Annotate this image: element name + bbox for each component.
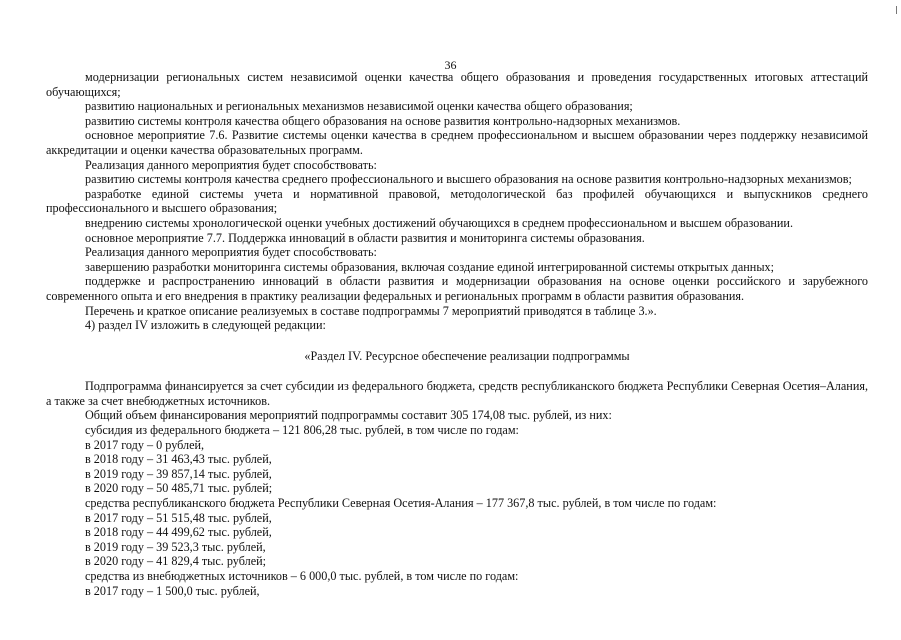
paragraph: разработке единой системы учета и нормативной правовой, методологической баз профилей обучающихся и выпускников среднего профессионального и высшего образования; [46, 186, 868, 216]
paragraph: Реализация данного мероприятия будет способствовать: [85, 157, 377, 172]
finance-line: в 2020 году – 41 829,4 тыс. рублей; [85, 554, 267, 569]
finance-line: в 2018 году – 44 499,62 тыс. рублей, [85, 525, 272, 540]
paragraph: развитию национальных и региональных механизмов независимой оценки качества общего образования; [85, 99, 633, 114]
paragraph: завершению разработки мониторинга системы образования, включая создание единой интегрированной системы открытых данных; [85, 259, 774, 274]
paragraph: Перечень и краткое описание реализуемых в составе подпрограммы 7 мероприятий приводятся в таблице 3.». [85, 303, 657, 318]
page-edge-mark [896, 6, 897, 14]
finance-line: средства из внебюджетных источников – 6 000,0 тыс. рублей, в том числе по годам: [85, 569, 519, 583]
paragraph: основное мероприятие 7.7. Поддержка инноваций в области развития и мониторинга системы образования. [85, 230, 645, 245]
document-body [46, 70, 868, 598]
finance-line: в 2020 году – 50 485,71 тыс. рублей; [85, 481, 273, 496]
paragraph: Реализация данного мероприятия будет способствовать: [85, 245, 377, 260]
finance-line: субсидия из федерального бюджета – 121 806,28 тыс. рублей, в том числе по годам: [85, 423, 519, 438]
paragraph: модернизации региональных систем независимой оценки качества общего образования и проведения государственных итоговых аттестаций обучающихся; [46, 70, 868, 99]
finance-line: Общий объем финансирования мероприятий подпрограммы составит 305 174,08 тыс. рублей, из них: [85, 408, 612, 423]
finance-line: средства республиканского бюджета Республики Северная Осетия-Алания – 177 367,8 тыс. рублей, в том числе по годам: [85, 496, 717, 511]
finance-line: в 2017 году – 51 515,48 тыс. рублей, [85, 510, 272, 525]
paragraph: основное мероприятие 7.6. Развитие системы оценки качества в среднем профессиональном и высшем образовании через поддержку независимой аккредитации и оценки качества образовательных программ. [46, 128, 868, 157]
finance-line: в 2019 году – 39 857,14 тыс. рублей, [85, 466, 272, 481]
paragraph: внедрению системы хронологической оценки учебных достижений обучающихся в среднем профессиональном и высшем образовании. [85, 215, 793, 230]
intro-paragraph: Подпрограмма финансируется за счет субсидии из федерального бюджета, средств республиканского бюджета Республики Северная Осетия–Алания, а также за счет внебюджетных источников. [46, 379, 868, 408]
paragraph: развитию системы контроля качества среднего профессионального и высшего образования на основе развития контрольно-надзорных механизмов; [85, 172, 852, 187]
finance-line: в 2019 году – 39 523,3 тыс. рублей, [85, 539, 266, 554]
section-heading: «Раздел IV. Ресурсное обеспечение реализации подпрограммы [304, 348, 630, 363]
finance-line: в 2017 году – 1 500,0 тыс. рублей, [85, 583, 260, 598]
page-number: 36 [444, 58, 457, 72]
paragraph: поддержке и распространению инноваций в области развития и модернизации образования на основе оценки российского и зарубежного современного опыта и его внедрения в практику реализации федеральных и региональных программ в области развития образования. [46, 274, 868, 303]
finance-line: в 2017 году – 0 рублей, [85, 437, 205, 452]
paragraph: 4) раздел IV изложить в следующей редакции: [85, 318, 326, 333]
finance-line: в 2018 году – 31 463,43 тыс. рублей, [85, 452, 272, 467]
paragraph: развитию системы контроля качества общего образования на основе развития контрольно-надзорных механизмов. [85, 113, 681, 128]
